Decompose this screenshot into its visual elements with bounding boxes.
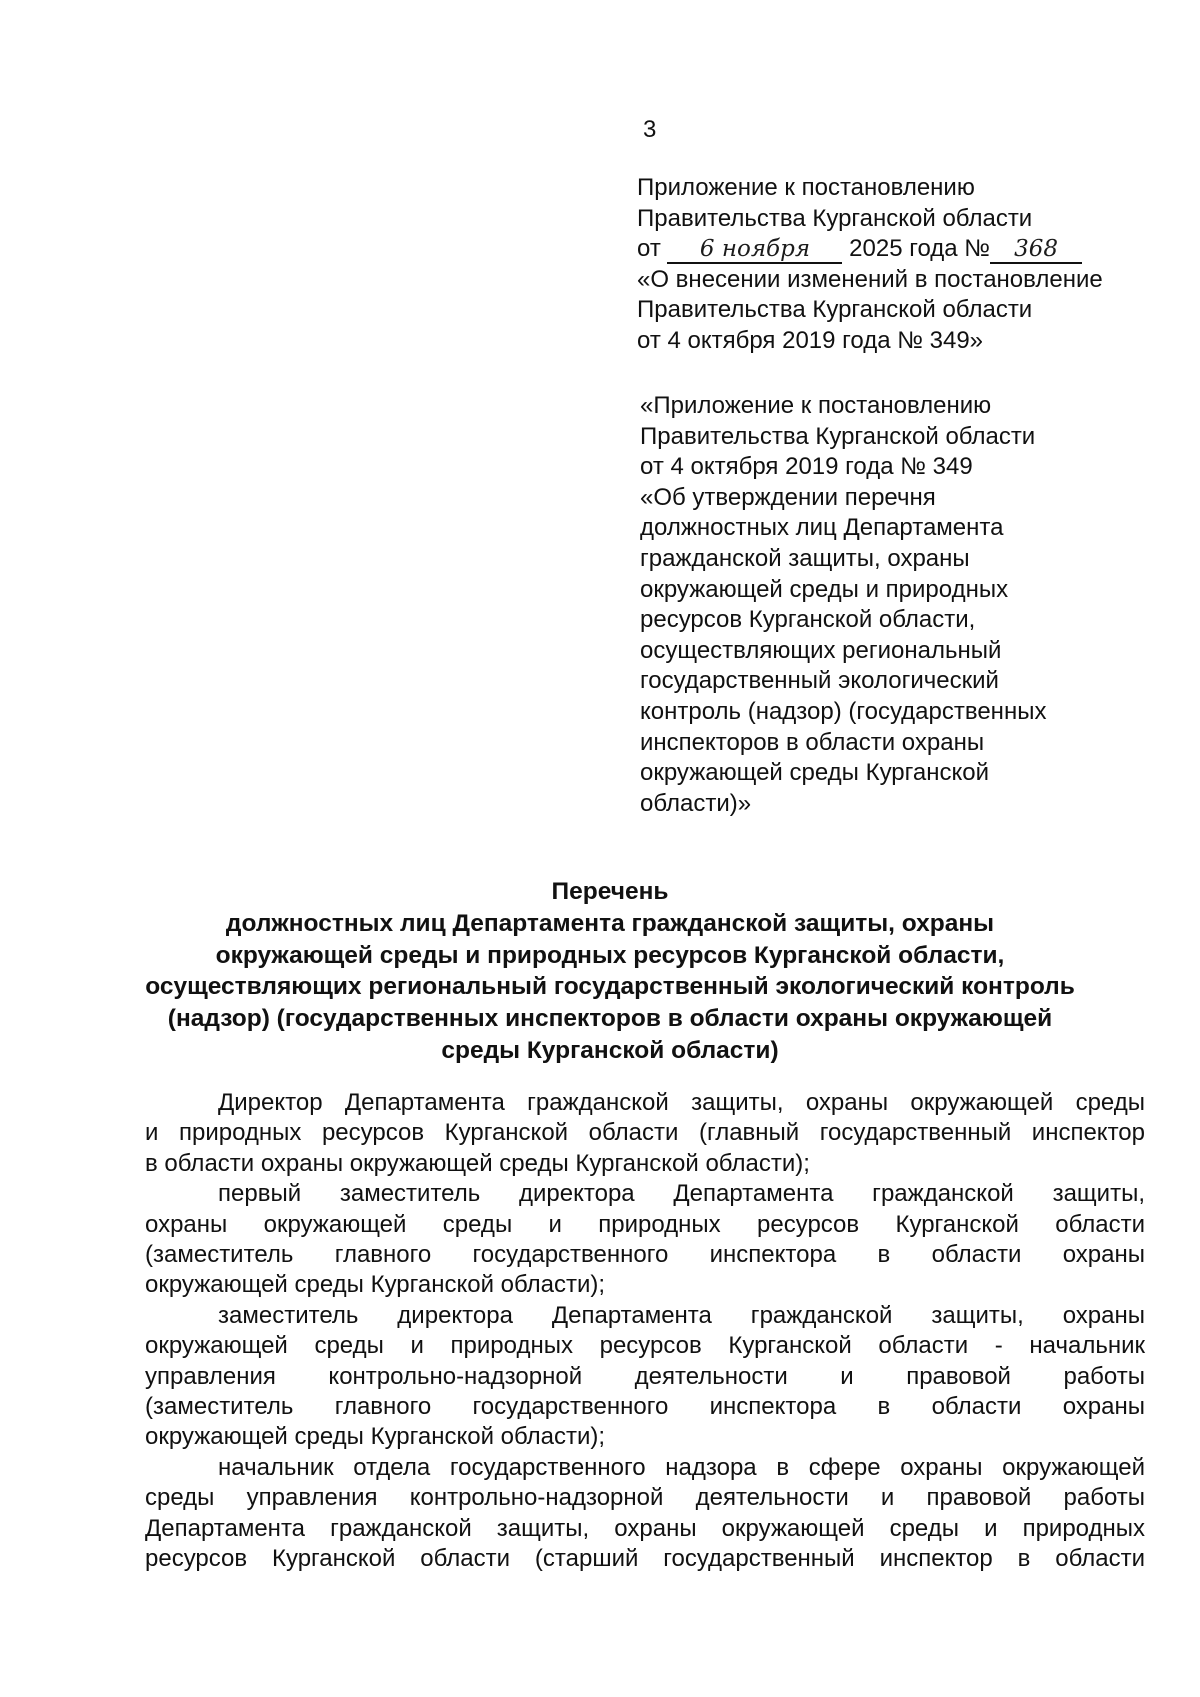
text-line: (заместитель главного государственного инспектора в области охраны xyxy=(145,1241,1145,1269)
appendix-header xyxy=(637,173,1103,357)
text-line: окружающей среды Курганской области); xyxy=(145,1423,606,1451)
title-line: осуществляющих региональный государственный экологический контроль xyxy=(145,973,1075,1001)
text-line: управления контрольно-надзорной деятельности и правовой работы xyxy=(145,1362,1145,1390)
date-year: 2025 года № xyxy=(849,235,991,263)
handwritten-date: 6 ноября xyxy=(699,236,811,263)
title-line: (надзор) (государственных инспекторов в области охраны окружающей xyxy=(167,1005,1053,1033)
quoted-line: контроль (надзор) (государственных xyxy=(640,697,1047,725)
quoted-line: гражданской защиты, охраны xyxy=(640,544,970,572)
quoted-line: окружающей среды и природных xyxy=(640,575,1009,603)
title-line: среды Курганской области) xyxy=(441,1036,779,1064)
quoted-line: от 4 октября 2019 года № 349 xyxy=(640,453,973,481)
quoted-line: государственный экологический xyxy=(640,667,999,695)
text-line: и природных ресурсов Курганской области (главный государственный инспектор xyxy=(145,1119,1145,1147)
title-heading: Перечень xyxy=(551,878,669,905)
body-text xyxy=(145,1088,1145,1575)
text-line: ресурсов Курганской области (старший государственный инспектор в области xyxy=(145,1545,1145,1573)
handwritten-number: 368 xyxy=(1014,236,1058,263)
paragraph xyxy=(145,1453,1145,1575)
paragraph xyxy=(145,1088,1145,1179)
text-line: окружающей среды и природных ресурсов Курганской области - начальник xyxy=(145,1332,1145,1360)
appendix-title-line: «О внесении изменений в постановление xyxy=(637,265,1103,293)
quoted-appendix xyxy=(640,391,1046,819)
quoted-line: области)» xyxy=(640,789,752,817)
appendix-title-line: Правительства Курганской области xyxy=(637,296,1033,324)
quoted-line: должностных лиц Департамента xyxy=(640,514,1004,542)
text-line: (заместитель главного государственного инспектора в области охраны xyxy=(145,1393,1145,1421)
text-line: окружающей среды Курганской области); xyxy=(145,1271,606,1299)
quoted-line: окружающей среды Курганской xyxy=(640,759,989,787)
quoted-line: осуществляющих региональный xyxy=(640,636,1002,664)
text-line: охраны окружающей среды и природных ресурсов Курганской области xyxy=(145,1210,1145,1238)
appendix-title-line: от 4 октября 2019 года № 349» xyxy=(637,326,984,354)
text-line: среды управления контрольно-надзорной деятельности и правовой работы xyxy=(145,1484,1145,1512)
quoted-line: ресурсов Курганской области, xyxy=(640,606,976,634)
text-line: Директор Департамента гражданской защиты, охраны окружающей среды xyxy=(218,1089,1145,1116)
text-line: первый заместитель директора Департамента гражданской защиты, xyxy=(218,1180,1145,1208)
appendix-line: Приложение к постановлению xyxy=(637,174,975,201)
appendix-date-line xyxy=(637,234,1103,265)
paragraph xyxy=(145,1179,1145,1301)
title-line: должностных лиц Департамента гражданской защиты, охраны xyxy=(225,909,995,937)
date-field xyxy=(667,236,842,264)
title-line: окружающей среды и природных ресурсов Курганской области, xyxy=(215,941,1005,969)
text-line: начальник отдела государственного надзора в сфере охраны окружающей xyxy=(218,1453,1145,1481)
text-line: в области охраны окружающей среды Курганской области); xyxy=(145,1149,810,1177)
quoted-line: «Об утверждении перечня xyxy=(640,483,936,511)
text-line: Департамента гражданской защиты, охраны окружающей среды и природных xyxy=(145,1514,1145,1542)
page-number: 3 xyxy=(643,116,657,143)
text-line: заместитель директора Департамента гражданской защиты, охраны xyxy=(218,1301,1145,1329)
quoted-line: Правительства Курганской области xyxy=(640,422,1036,450)
date-prefix: от xyxy=(637,235,661,263)
quoted-line: инспекторов в области охраны xyxy=(640,728,985,756)
list-title xyxy=(130,876,1090,1067)
appendix-line: Правительства Курганской области xyxy=(637,204,1033,232)
paragraph xyxy=(145,1301,1145,1453)
quoted-line: «Приложение к постановлению xyxy=(640,392,992,419)
number-field xyxy=(990,236,1082,264)
